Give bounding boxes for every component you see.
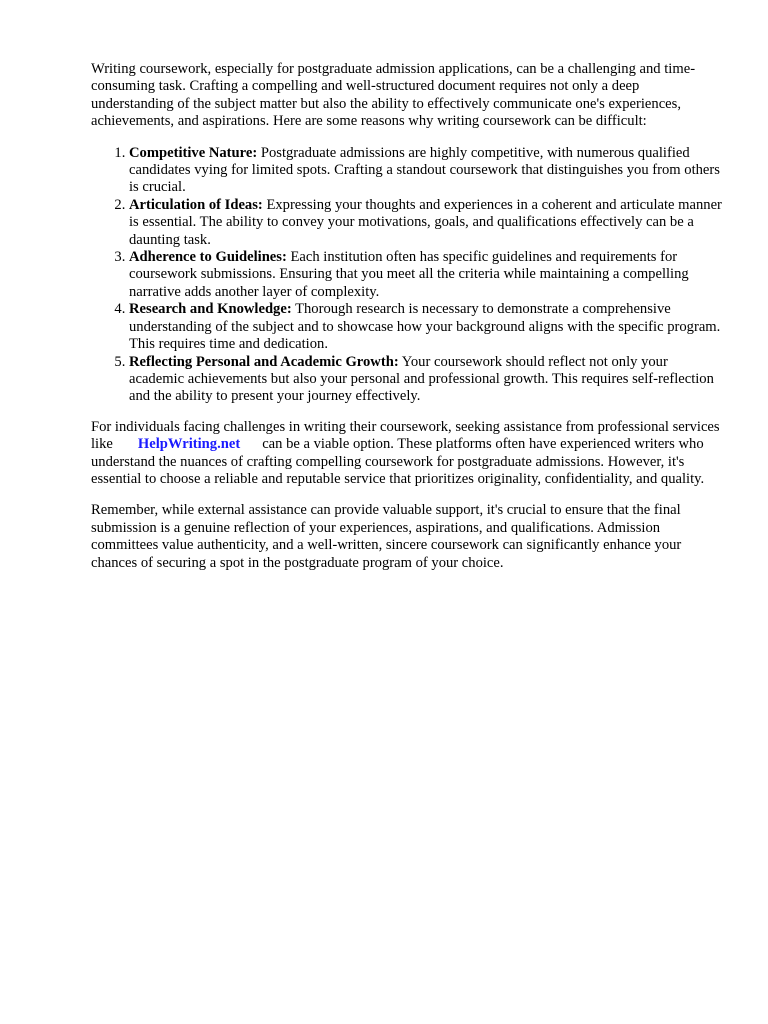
reason-text: Postgraduate admissions are highly competitive, with numerous qualified candidates vying for limited spots. Crafting a standout coursework that distinguishes you from others is crucial. bbox=[129, 144, 720, 196]
helpwriting-link[interactable]: HelpWriting.net bbox=[137, 436, 241, 453]
reason-term: Reflecting Personal and Academic Growth: bbox=[129, 353, 399, 370]
help-text-after: can be a viable option. These platforms often have experienced writers who understand the nuances of crafting compelling coursework for postgraduate admissions. However, it's essential to choose a reliable and reputable service that prioritizes originality, confidentiality, and quality. bbox=[91, 436, 705, 487]
list-item bbox=[129, 354, 723, 406]
help-text-before: For individuals facing challenges in writing their coursework, seeking assistance from professional services like bbox=[91, 418, 720, 453]
reason-text: Expressing your thoughts and experiences in a coherent and articulate manner is essential. The ability to convey your motivations, goals, and qualifications effectively can be a daunting task. bbox=[129, 196, 722, 248]
list-item bbox=[129, 145, 723, 197]
reason-term: Adherence to Guidelines: bbox=[129, 249, 287, 266]
reason-term: Articulation of Ideas: bbox=[129, 196, 263, 213]
help-paragraph bbox=[91, 419, 723, 489]
reason-term: Research and Knowledge: bbox=[129, 301, 292, 318]
list-item bbox=[129, 197, 723, 249]
closing-paragraph: Remember, while external assistance can provide valuable support, it's crucial to ensure that the final submission is a genuine reflection of your experiences, aspirations, and qualifications. Admission committees value authenticity, and a well-written, sincere coursework can significantly enhance your chances of securing a spot in the postgraduate program of your choice. bbox=[91, 502, 682, 571]
reason-text: Thorough research is necessary to demonstrate a comprehensive understanding of the subject and to showcase how your background aligns with the specific program. This requires time and dedication. bbox=[129, 301, 721, 353]
list-item bbox=[129, 301, 723, 353]
reason-text: Each institution often has specific guidelines and requirements for coursework submissions. Ensuring that you meet all the criteria while maintaining a compelling narrative adds another layer of complexity. bbox=[129, 249, 689, 300]
reason-term: Competitive Nature: bbox=[129, 144, 258, 161]
document-page bbox=[91, 61, 723, 572]
intro-paragraph: Writing coursework, especially for postgraduate admission applications, can be a challenging and time-consuming task. Crafting a compelling and well-structured document requires not only a deep understanding of the subject matter but also the ability to effectively communicate one's experiences, achievements, and aspirations. Here are some reasons why writing coursework can be difficult: bbox=[91, 61, 696, 130]
list-item bbox=[129, 249, 723, 301]
reason-text: Your coursework should reflect not only your academic achievements but also your personal and professional growth. This requires self-reflection and the ability to present your journey effectively. bbox=[129, 353, 714, 405]
reasons-list bbox=[91, 145, 723, 406]
